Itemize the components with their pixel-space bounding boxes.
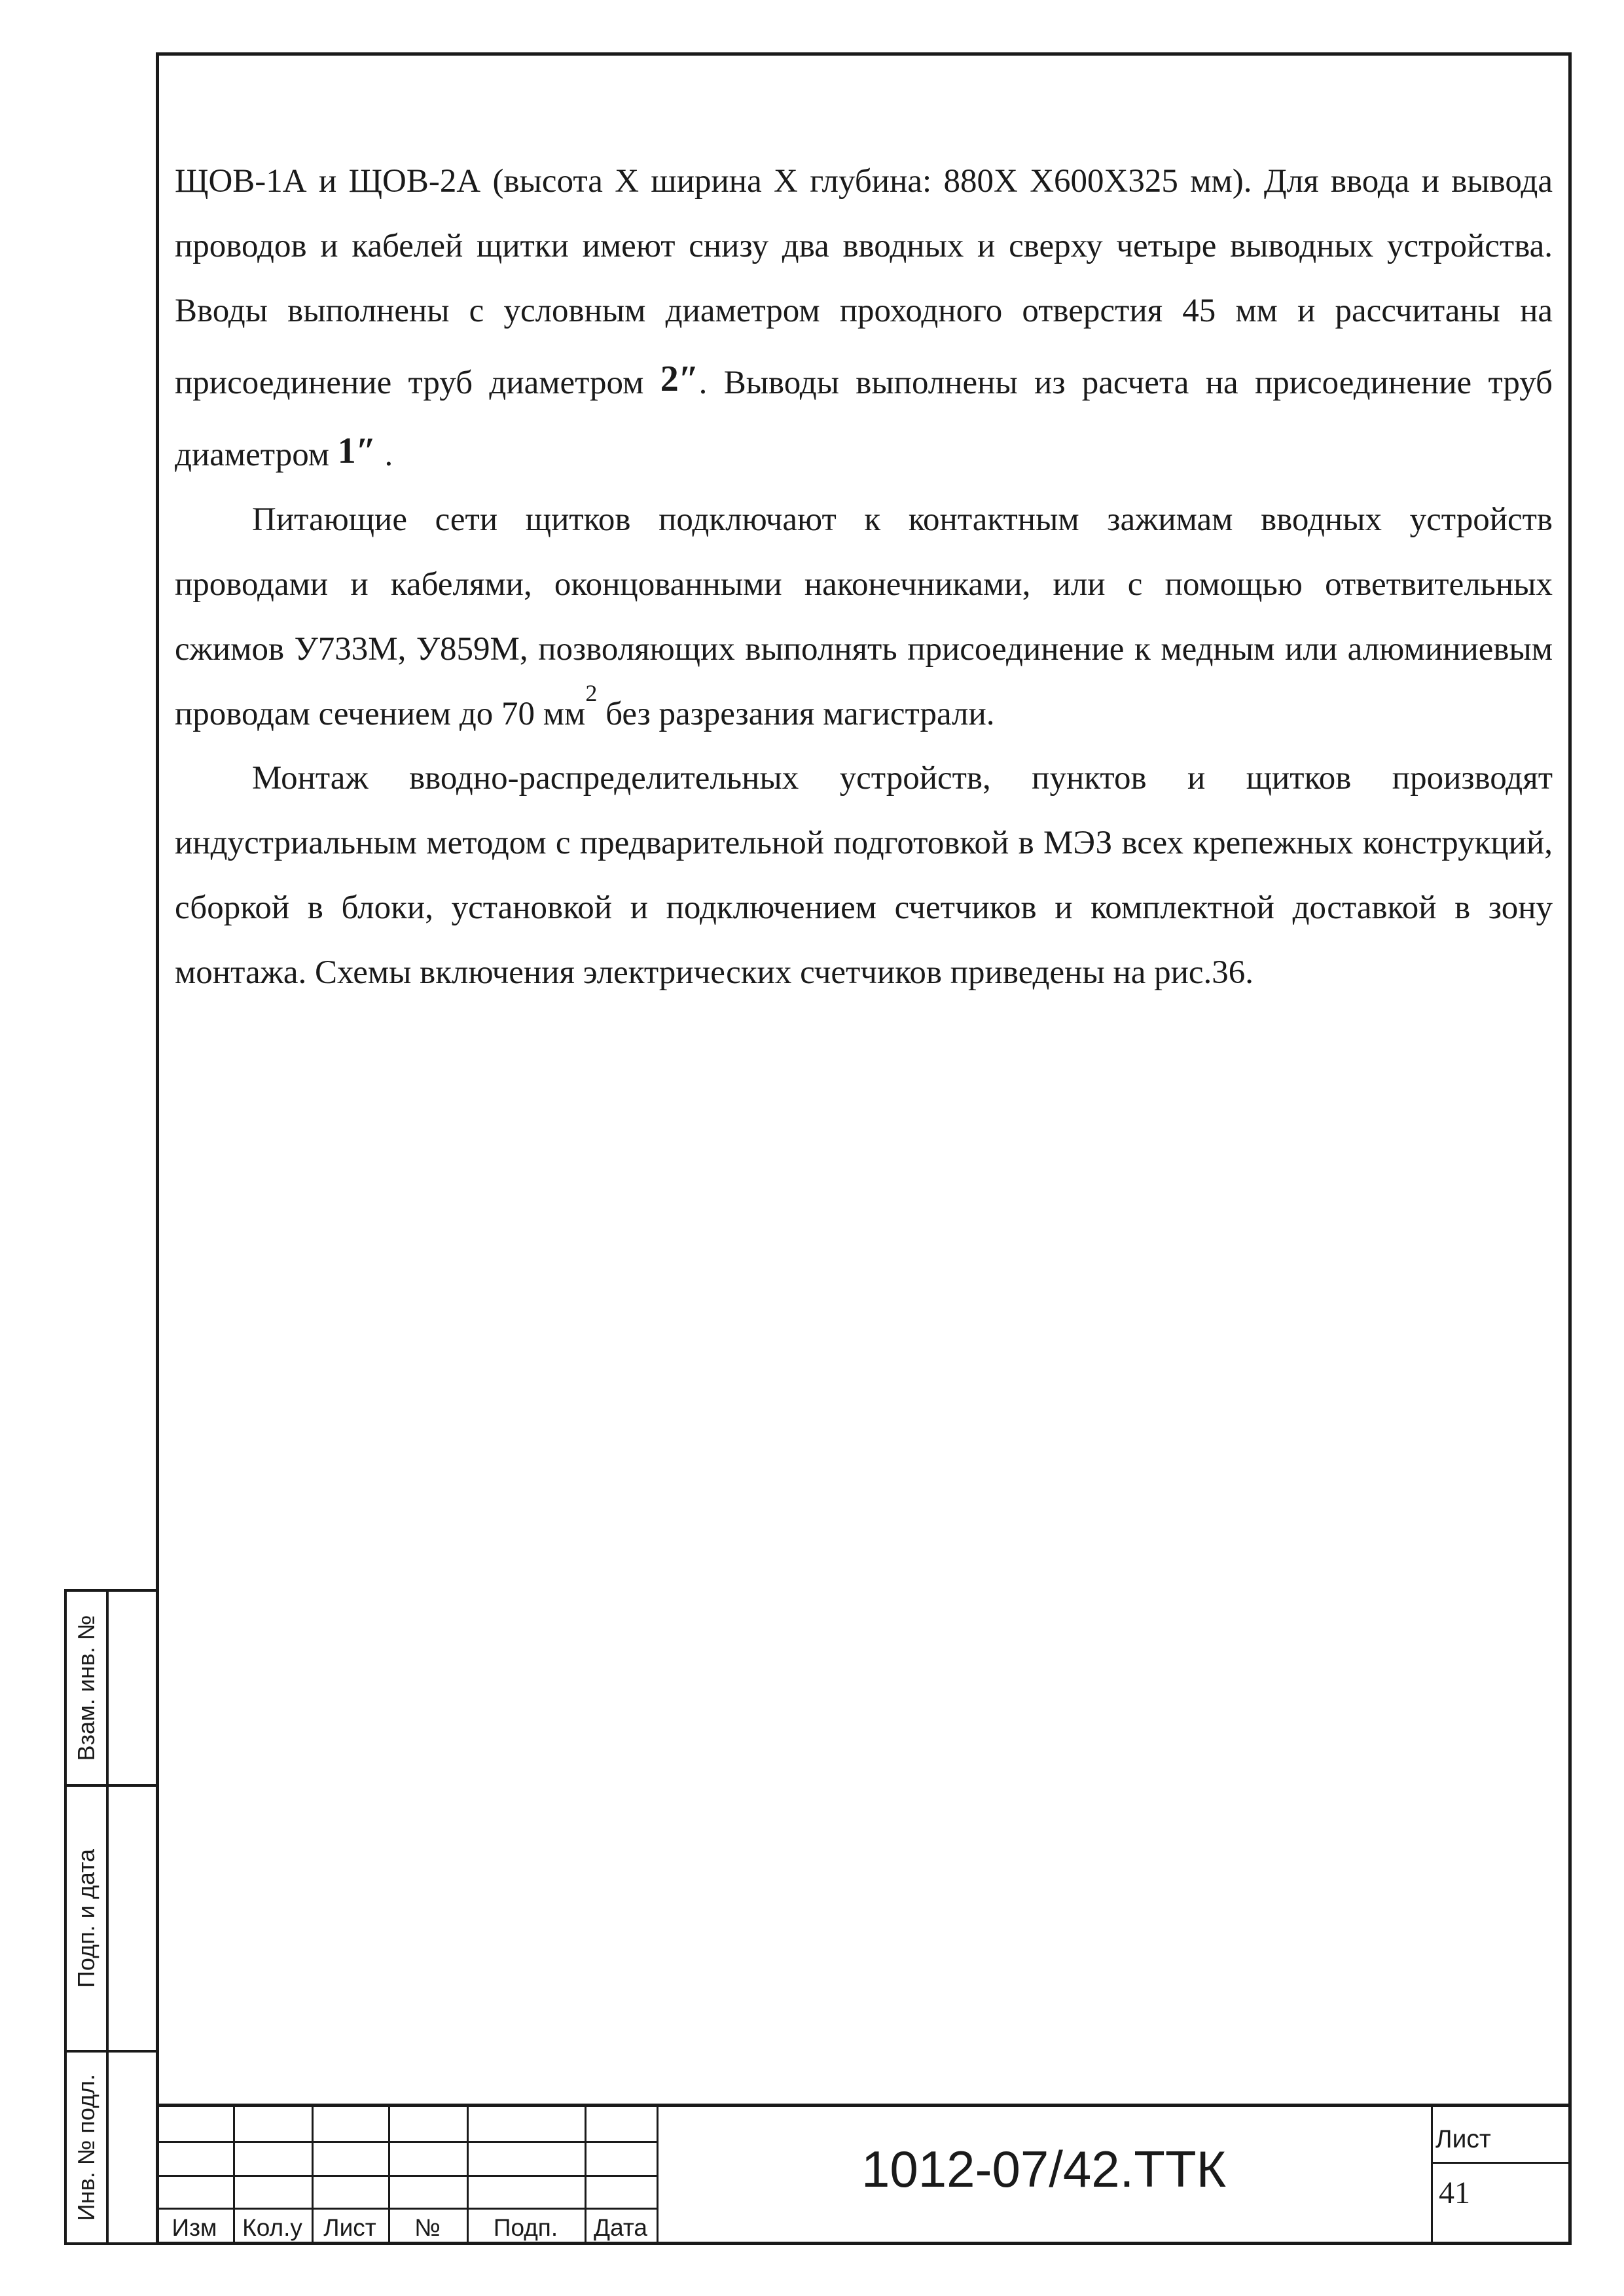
title-block-row-line xyxy=(156,2141,657,2143)
paragraph-1-text: ЩОВ-1А и ЩОВ-2А (высота Х ширина Х глубина: 880Х Х600Х325 мм). Для ввода и вывода проводов и кабелей щитки имеют снизу два вводных и сверху четыре выводных устройства. Вводы выполнены с условным диаметром проходного отверстия 45 мм и рассчитаны на присоединение труб диаметром xyxy=(175,163,1553,401)
paragraph-2 xyxy=(175,488,1553,747)
sheet-cell-line xyxy=(1431,2162,1572,2164)
title-block-row-line xyxy=(156,2175,657,2177)
side-label-replaced-inv: Взам. инв. № xyxy=(73,1615,99,1761)
col-label-qty: Кол.у xyxy=(242,2214,302,2241)
col-label-doc-number: № xyxy=(414,2214,441,2241)
col-label-date: Дата xyxy=(594,2214,647,2241)
side-cell-orig-inv xyxy=(64,2050,156,2245)
side-label-orig-inv: Инв. № подл. xyxy=(73,2073,99,2221)
side-cell-replaced-inv xyxy=(64,1589,156,1784)
title-block xyxy=(156,2104,1572,2245)
paragraph-2-text: Питающие сети щитков подключают к контактным зажимам вводных устройств проводами и кабелями, оконцованными наконечниками, или с помощью ответвительных сжимов У733М, У859М, позволяющих выполнять присоединение к медным или алюминиевым проводам сечением до 70 мм xyxy=(175,501,1553,732)
paragraph-1-mid: . Выводы выполнены из расчета на присоединение труб диаметром xyxy=(175,364,1553,473)
paragraph-1 xyxy=(175,149,1553,488)
side-cell-sign-date xyxy=(64,1784,156,2050)
sheet-number: 41 xyxy=(1439,2176,1470,2210)
side-label-sign-date: Подп. и дата xyxy=(73,1848,99,1988)
document-code: 1012-07/42.ТТК xyxy=(861,2140,1227,2198)
paragraph-1-end: . xyxy=(384,436,393,473)
inch-size-2: 2″ xyxy=(660,358,699,399)
col-label-sheet: Лист xyxy=(323,2214,376,2241)
paragraph-2-end: без разрезания магистрали. xyxy=(605,695,995,732)
superscript-2: 2 xyxy=(585,679,598,706)
paragraph-3: Монтаж вводно-распределительных устройств, пунктов и щитков производят индустриальным методом с предварительной подготовкой в МЭЗ всех крепежных конструкций, сборкой в блоки, установкой и подключением счетчиков и комплектной доставкой в зону монтажа. Схемы включения электрических счетчиков приведены на рис.36. xyxy=(175,760,1553,992)
sheet-label: Лист xyxy=(1435,2125,1491,2153)
col-label-change: Изм xyxy=(171,2214,217,2241)
document-body xyxy=(175,149,1553,1005)
title-block-col-line xyxy=(1431,2107,1433,2245)
inch-size-1: 1″ xyxy=(337,430,376,471)
col-label-signature: Подп. xyxy=(493,2214,558,2241)
